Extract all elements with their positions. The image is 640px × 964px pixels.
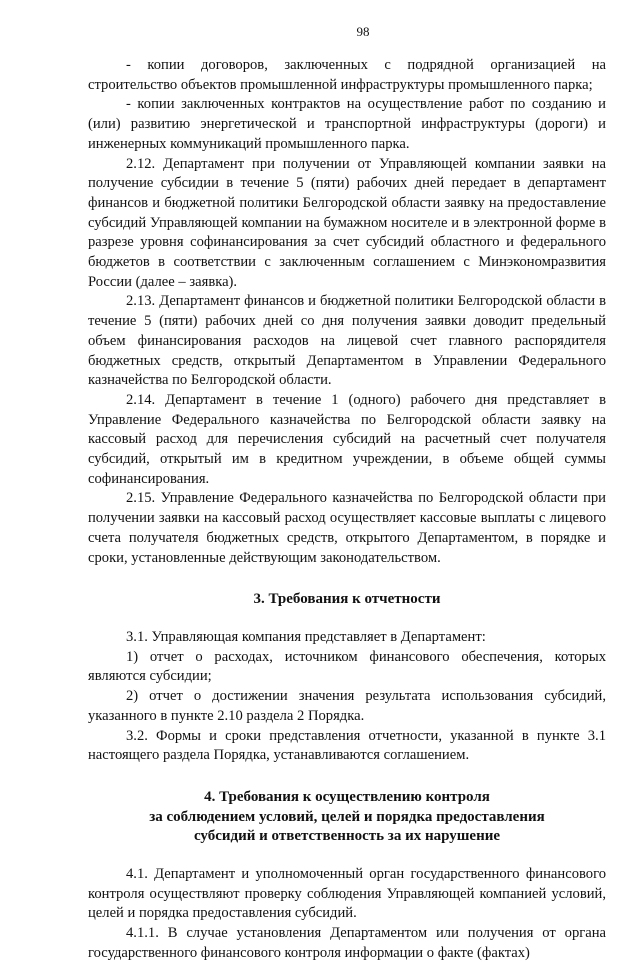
section-4-title-line-1: 4. Требования к осуществлению контроля [204, 788, 490, 805]
section-4-title [104, 788, 590, 847]
section-4-title-line-3: субсидий и ответственность за их нарушение [193, 828, 501, 845]
paragraph-2-12: 2.12. Департамент при получении от Управляющей компании заявки на получение субсидии в течение 5 (пяти) рабочих дней передает в департамент финансов и бюджетной политики Белгородской области заявку на предоставление субсидий Управляющей компании на бумажном носителе и в электронной форме в разрезе уровня софинансирования за счет субсидий областного и федерального бюджетов в соответствии с заключенным соглашением с Минэкономразвития России (далее – заявка). [88, 155, 606, 290]
paragraph-4-1: 4.1. Департамент и уполномоченный орган государственного финансового контроля осуществляют проверку соблюдения Управляющей компанией условий, целей и порядка предоставления субсидий. [88, 866, 606, 922]
paragraph-3-1-item-2: 2) отчет о достижении значения результата использования субсидий, указанного в пункте 2.10 раздела 2 Порядка. [88, 688, 606, 724]
paragraph-3-1: 3.1. Управляющая компания представляет в Департамент: [126, 628, 486, 645]
paragraph-2-15: 2.15. Управление Федерального казначейства по Белгородской области при получении заявки на кассовый расход осуществляет кассовые выплаты с лицевого счета получателя бюджетных средств, открытого Департаментом, в порядке и сроки, установленные действующим законодательством. [88, 490, 606, 566]
page-number: 98 [356, 24, 370, 39]
section-4-title-line-2: за соблюдением условий, целей и порядка предоставления [149, 808, 545, 825]
paragraph-3-1-item-1: 1) отчет о расходах, источником финансового обеспечения, которых являются субсидии; [88, 648, 606, 685]
paragraph-4-1-1: 4.1.1. В случае установления Департаментом или получения от органа государственного финансового контроля информации о факте (фактах) [88, 925, 606, 961]
paragraph-contracts-copies: - копии договоров, заключенных с подрядной организацией на строительство объектов промышленной инфраструктуры промышленного парка; [88, 57, 606, 93]
paragraph-3-2: 3.2. Формы и сроки представления отчетности, указанной в пункте 3.1 настоящего раздела Порядка, устанавливаются соглашением. [88, 727, 606, 764]
paragraph-2-13: 2.13. Департамент финансов и бюджетной политики Белгородской области в течение 5 (пяти) рабочих дней со дня получения заявки доводит предельный объем финансирования расходов на лицевой счет главного распорядителя бюджетных средств, открытый Департаментом в Управлении Федерального казначейства по Белгородской области. [88, 293, 606, 389]
paragraph-works-copies: - копии заключенных контрактов на осуществление работ по созданию и (или) развитию энергетической и транспортной инфраструктуры (дороги) и инженерных коммуникаций промышленного парка. [88, 96, 606, 152]
section-3-title: 3. Требования к отчетности [253, 591, 441, 608]
paragraph-2-14: 2.14. Департамент в течение 1 (одного) рабочего дня представляет в Управление Федерального казначейства по Белгородской области заявку на кассовый расход для перечисления субсидий на расчетный счет получателя субсидий, открытый им в кредитном учреждении, в объеме общей суммы софинансирования. [88, 391, 606, 487]
